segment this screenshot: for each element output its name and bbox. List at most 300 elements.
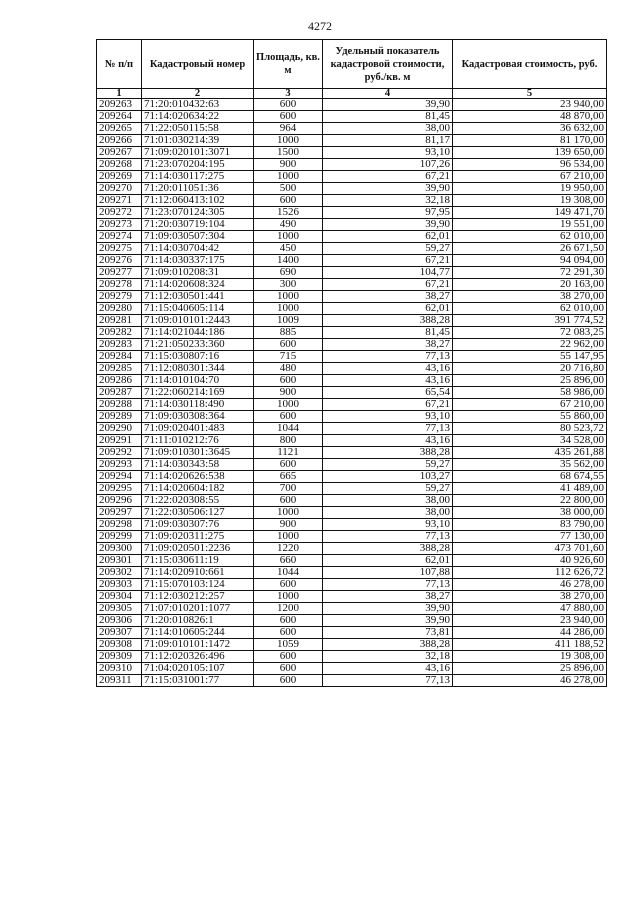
table-row <box>97 627 607 639</box>
unit-value: 107,26 <box>323 159 453 171</box>
cadastral-number: 71:14:030704:42 <box>142 243 254 255</box>
cadastral-number: 71:20:010826:1 <box>142 615 254 627</box>
area: 900 <box>254 519 323 531</box>
area: 600 <box>254 195 323 207</box>
unit-value: 93,10 <box>323 519 453 531</box>
row-index: 209308 <box>97 639 142 651</box>
table-row <box>97 591 607 603</box>
area: 600 <box>254 111 323 123</box>
cadastral-number: 71:09:030308:364 <box>142 411 254 423</box>
row-index: 209290 <box>97 423 142 435</box>
cadastral-value: 34 528,00 <box>453 435 607 447</box>
cadastral-number: 71:23:070124:305 <box>142 207 254 219</box>
row-index: 209278 <box>97 279 142 291</box>
unit-value: 62,01 <box>323 303 453 315</box>
cadastral-number: 71:04:020105:107 <box>142 663 254 675</box>
area: 964 <box>254 123 323 135</box>
area: 500 <box>254 183 323 195</box>
cadastral-number: 71:20:010432:63 <box>142 99 254 111</box>
area: 480 <box>254 363 323 375</box>
unit-value: 38,00 <box>323 123 453 135</box>
table-row <box>97 471 607 483</box>
cadastral-value: 96 534,00 <box>453 159 607 171</box>
cadastral-number: 71:21:050233:360 <box>142 339 254 351</box>
unit-value: 388,28 <box>323 315 453 327</box>
unit-value: 77,13 <box>323 675 453 687</box>
cadastral-number: 71:14:020910:661 <box>142 567 254 579</box>
unit-value: 388,28 <box>323 639 453 651</box>
row-index: 209304 <box>97 591 142 603</box>
unit-value: 77,13 <box>323 579 453 591</box>
cadastral-number: 71:07:010201:1077 <box>142 603 254 615</box>
cadastral-value: 41 489,00 <box>453 483 607 495</box>
area: 1009 <box>254 315 323 327</box>
row-index: 209296 <box>97 495 142 507</box>
table-header <box>97 40 607 99</box>
table-row <box>97 447 607 459</box>
unit-value: 38,00 <box>323 495 453 507</box>
cadastral-value: 473 701,60 <box>453 543 607 555</box>
area: 1000 <box>254 303 323 315</box>
header-cadastral-value: Кадастровая стоимость, руб. <box>453 40 607 89</box>
area: 1121 <box>254 447 323 459</box>
cadastral-number: 71:14:020604:182 <box>142 483 254 495</box>
cadastral-number: 71:15:040605:114 <box>142 303 254 315</box>
area: 300 <box>254 279 323 291</box>
cadastral-value: 25 896,00 <box>453 663 607 675</box>
unit-value: 104,77 <box>323 267 453 279</box>
unit-value: 388,28 <box>323 447 453 459</box>
cadastral-number: 71:14:020634:22 <box>142 111 254 123</box>
row-index: 209274 <box>97 231 142 243</box>
table-row <box>97 603 607 615</box>
table-row <box>97 291 607 303</box>
unit-value: 38,27 <box>323 291 453 303</box>
cadastral-value: 38 270,00 <box>453 591 607 603</box>
area: 450 <box>254 243 323 255</box>
unit-value: 43,16 <box>323 435 453 447</box>
cadastral-value: 47 880,00 <box>453 603 607 615</box>
area: 1059 <box>254 639 323 651</box>
unit-value: 32,18 <box>323 651 453 663</box>
unit-value: 67,21 <box>323 255 453 267</box>
area: 1044 <box>254 567 323 579</box>
area: 600 <box>254 99 323 111</box>
area: 600 <box>254 339 323 351</box>
cadastral-number: 71:14:030343:58 <box>142 459 254 471</box>
cadastral-number: 71:09:020501:2236 <box>142 543 254 555</box>
cadastral-number: 71:14:030118:490 <box>142 399 254 411</box>
unit-value: 62,01 <box>323 231 453 243</box>
cadastral-value: 411 188,52 <box>453 639 607 651</box>
cadastral-value: 62 010,00 <box>453 303 607 315</box>
table-row <box>97 675 607 687</box>
table-row <box>97 135 607 147</box>
table-row <box>97 147 607 159</box>
unit-value: 39,90 <box>323 99 453 111</box>
area: 660 <box>254 555 323 567</box>
cadastral-value: 83 790,00 <box>453 519 607 531</box>
unit-value: 39,90 <box>323 183 453 195</box>
unit-value: 67,21 <box>323 279 453 291</box>
header-area: Площадь, кв. м <box>254 40 323 89</box>
row-index: 209298 <box>97 519 142 531</box>
area: 600 <box>254 675 323 687</box>
cadastral-number: 71:11:010212:76 <box>142 435 254 447</box>
cadastral-value: 20 163,00 <box>453 279 607 291</box>
row-index: 209281 <box>97 315 142 327</box>
area: 1000 <box>254 507 323 519</box>
area: 600 <box>254 663 323 675</box>
cadastral-value: 19 308,00 <box>453 651 607 663</box>
table-row <box>97 435 607 447</box>
row-index: 209289 <box>97 411 142 423</box>
table-row <box>97 411 607 423</box>
cadastral-number: 71:09:010301:3645 <box>142 447 254 459</box>
area: 1500 <box>254 147 323 159</box>
row-index: 209270 <box>97 183 142 195</box>
unit-value: 32,18 <box>323 195 453 207</box>
cadastral-value: 72 291,30 <box>453 267 607 279</box>
cadastral-value: 19 308,00 <box>453 195 607 207</box>
cadastral-value: 44 286,00 <box>453 627 607 639</box>
table-row <box>97 387 607 399</box>
cadastral-number: 71:09:030307:76 <box>142 519 254 531</box>
cadastral-number: 71:15:070103:124 <box>142 579 254 591</box>
cadastral-number: 71:15:031001:77 <box>142 675 254 687</box>
cadastral-value-table <box>96 39 607 687</box>
table-row <box>97 459 607 471</box>
row-index: 209301 <box>97 555 142 567</box>
row-index: 209294 <box>97 471 142 483</box>
unit-value: 77,13 <box>323 423 453 435</box>
cadastral-value: 55 147,95 <box>453 351 607 363</box>
unit-value: 39,90 <box>323 219 453 231</box>
area: 600 <box>254 375 323 387</box>
table-row <box>97 279 607 291</box>
table-row <box>97 339 607 351</box>
row-index: 209275 <box>97 243 142 255</box>
row-index: 209277 <box>97 267 142 279</box>
area: 700 <box>254 483 323 495</box>
table-row <box>97 255 607 267</box>
cadastral-number: 71:22:060214:169 <box>142 387 254 399</box>
table-row <box>97 519 607 531</box>
cadastral-value: 67 210,00 <box>453 399 607 411</box>
area: 600 <box>254 411 323 423</box>
table-row <box>97 543 607 555</box>
cadastral-number: 71:22:030506:127 <box>142 507 254 519</box>
cadastral-number: 71:23:070204:195 <box>142 159 254 171</box>
row-index: 209302 <box>97 567 142 579</box>
table-row <box>97 663 607 675</box>
area: 600 <box>254 627 323 639</box>
cadastral-value: 22 800,00 <box>453 495 607 507</box>
table-row <box>97 483 607 495</box>
cadastral-number: 71:09:020101:3071 <box>142 147 254 159</box>
cadastral-value: 19 950,00 <box>453 183 607 195</box>
row-index: 209263 <box>97 99 142 111</box>
table-row <box>97 243 607 255</box>
row-index: 209291 <box>97 435 142 447</box>
unit-value: 81,45 <box>323 327 453 339</box>
cadastral-number: 71:14:010104:70 <box>142 375 254 387</box>
row-index: 209271 <box>97 195 142 207</box>
row-index: 209266 <box>97 135 142 147</box>
row-index: 209284 <box>97 351 142 363</box>
cadastral-number: 71:20:011051:36 <box>142 183 254 195</box>
cadastral-number: 71:12:030501:441 <box>142 291 254 303</box>
table-row <box>97 123 607 135</box>
table-row <box>97 375 607 387</box>
row-index: 209288 <box>97 399 142 411</box>
cadastral-value: 139 650,00 <box>453 147 607 159</box>
cadastral-number: 71:15:030611:19 <box>142 555 254 567</box>
cadastral-number: 71:12:060413:102 <box>142 195 254 207</box>
cadastral-value: 38 270,00 <box>453 291 607 303</box>
cadastral-value: 46 278,00 <box>453 675 607 687</box>
unit-value: 43,16 <box>323 663 453 675</box>
cadastral-number: 71:12:020326:496 <box>142 651 254 663</box>
table-row <box>97 231 607 243</box>
cadastral-number: 71:15:030807:16 <box>142 351 254 363</box>
cadastral-value: 80 523,72 <box>453 423 607 435</box>
cadastral-value: 391 774,52 <box>453 315 607 327</box>
table-row <box>97 423 607 435</box>
unit-value: 38,27 <box>323 339 453 351</box>
table-row <box>97 351 607 363</box>
row-index: 209310 <box>97 663 142 675</box>
unit-value: 107,88 <box>323 567 453 579</box>
cadastral-value: 62 010,00 <box>453 231 607 243</box>
cadastral-value: 40 926,60 <box>453 555 607 567</box>
table-row <box>97 315 607 327</box>
unit-value: 67,21 <box>323 399 453 411</box>
unit-value: 93,10 <box>323 147 453 159</box>
row-index: 209297 <box>97 507 142 519</box>
cadastral-number: 71:09:010208:31 <box>142 267 254 279</box>
cadastral-value: 435 261,88 <box>453 447 607 459</box>
unit-value: 43,16 <box>323 363 453 375</box>
unit-value: 81,45 <box>323 111 453 123</box>
cadastral-number: 71:14:020608:324 <box>142 279 254 291</box>
unit-value: 38,27 <box>323 591 453 603</box>
cadastral-number: 71:09:010101:2443 <box>142 315 254 327</box>
table-row <box>97 267 607 279</box>
cadastral-value: 112 626,72 <box>453 567 607 579</box>
column-number-row <box>97 89 607 99</box>
area: 1400 <box>254 255 323 267</box>
cadastral-value: 36 632,00 <box>453 123 607 135</box>
cadastral-value: 22 962,00 <box>453 339 607 351</box>
unit-value: 77,13 <box>323 531 453 543</box>
row-index: 209265 <box>97 123 142 135</box>
area: 600 <box>254 579 323 591</box>
area: 1526 <box>254 207 323 219</box>
table-row <box>97 195 607 207</box>
cadastral-value: 77 130,00 <box>453 531 607 543</box>
header-index: № п/п <box>97 40 142 89</box>
area: 1000 <box>254 231 323 243</box>
table-row <box>97 399 607 411</box>
table-row <box>97 507 607 519</box>
area: 1200 <box>254 603 323 615</box>
row-index: 209293 <box>97 459 142 471</box>
row-index: 209272 <box>97 207 142 219</box>
unit-value: 39,90 <box>323 615 453 627</box>
row-index: 209268 <box>97 159 142 171</box>
table-row <box>97 579 607 591</box>
table-row <box>97 651 607 663</box>
unit-value: 103,27 <box>323 471 453 483</box>
area: 1044 <box>254 423 323 435</box>
unit-value: 62,01 <box>323 555 453 567</box>
table-row <box>97 171 607 183</box>
cadastral-number: 71:12:080301:344 <box>142 363 254 375</box>
unit-value: 59,27 <box>323 459 453 471</box>
row-index: 209299 <box>97 531 142 543</box>
area: 1000 <box>254 135 323 147</box>
row-index: 209305 <box>97 603 142 615</box>
cadastral-value: 23 940,00 <box>453 615 607 627</box>
cadastral-number: 71:14:030337:175 <box>142 255 254 267</box>
row-index: 209279 <box>97 291 142 303</box>
row-index: 209303 <box>97 579 142 591</box>
area: 600 <box>254 651 323 663</box>
area: 600 <box>254 495 323 507</box>
table-row <box>97 111 607 123</box>
cadastral-number: 71:14:010605:244 <box>142 627 254 639</box>
unit-value: 38,00 <box>323 507 453 519</box>
area: 1000 <box>254 531 323 543</box>
cadastral-value: 94 094,00 <box>453 255 607 267</box>
cadastral-number: 71:22:050115:58 <box>142 123 254 135</box>
area: 1000 <box>254 399 323 411</box>
table-row <box>97 555 607 567</box>
unit-value: 59,27 <box>323 243 453 255</box>
table-row <box>97 363 607 375</box>
table-row <box>97 99 607 111</box>
unit-value: 43,16 <box>323 375 453 387</box>
row-index: 209306 <box>97 615 142 627</box>
cadastral-value: 20 716,80 <box>453 363 607 375</box>
cadastral-value: 25 896,00 <box>453 375 607 387</box>
unit-value: 388,28 <box>323 543 453 555</box>
column-number: 1 <box>97 89 142 99</box>
row-index: 209292 <box>97 447 142 459</box>
table-row <box>97 219 607 231</box>
cadastral-value: 46 278,00 <box>453 579 607 591</box>
table-body <box>97 99 607 687</box>
unit-value: 39,90 <box>323 603 453 615</box>
row-index: 209283 <box>97 339 142 351</box>
cadastral-value: 81 170,00 <box>453 135 607 147</box>
row-index: 209307 <box>97 627 142 639</box>
column-number: 2 <box>142 89 254 99</box>
table-row <box>97 639 607 651</box>
area: 665 <box>254 471 323 483</box>
area: 1000 <box>254 171 323 183</box>
row-index: 209267 <box>97 147 142 159</box>
header-unit-value: Удельный показатель кадастровой стоимости, руб./кв. м <box>323 40 453 89</box>
cadastral-value: 55 860,00 <box>453 411 607 423</box>
cadastral-number: 71:09:030507:304 <box>142 231 254 243</box>
cadastral-value: 67 210,00 <box>453 171 607 183</box>
table-row <box>97 183 607 195</box>
area: 800 <box>254 435 323 447</box>
area: 690 <box>254 267 323 279</box>
row-index: 209295 <box>97 483 142 495</box>
table-row <box>97 327 607 339</box>
cadastral-value: 72 083,25 <box>453 327 607 339</box>
area: 490 <box>254 219 323 231</box>
row-index: 209300 <box>97 543 142 555</box>
row-index: 209309 <box>97 651 142 663</box>
cadastral-value: 38 000,00 <box>453 507 607 519</box>
area: 600 <box>254 615 323 627</box>
header-cadastral-number: Кадастровый номер <box>142 40 254 89</box>
table-row <box>97 303 607 315</box>
cadastral-value: 58 986,00 <box>453 387 607 399</box>
cadastral-value: 68 674,55 <box>453 471 607 483</box>
page-number: 4272 <box>308 19 332 33</box>
area: 600 <box>254 459 323 471</box>
cadastral-number: 71:14:021044:186 <box>142 327 254 339</box>
area: 900 <box>254 387 323 399</box>
column-number: 4 <box>323 89 453 99</box>
unit-value: 73,81 <box>323 627 453 639</box>
area: 1000 <box>254 291 323 303</box>
area: 715 <box>254 351 323 363</box>
table-row <box>97 207 607 219</box>
area: 900 <box>254 159 323 171</box>
cadastral-number: 71:01:030214:39 <box>142 135 254 147</box>
cadastral-number: 71:14:030117:275 <box>142 171 254 183</box>
cadastral-number: 71:12:030212:257 <box>142 591 254 603</box>
table-row <box>97 531 607 543</box>
row-index: 209282 <box>97 327 142 339</box>
unit-value: 59,27 <box>323 483 453 495</box>
table-row <box>97 567 607 579</box>
cadastral-value: 48 870,00 <box>453 111 607 123</box>
column-number: 3 <box>254 89 323 99</box>
row-index: 209285 <box>97 363 142 375</box>
area: 885 <box>254 327 323 339</box>
area: 1000 <box>254 591 323 603</box>
unit-value: 77,13 <box>323 351 453 363</box>
unit-value: 67,21 <box>323 171 453 183</box>
row-index: 209264 <box>97 111 142 123</box>
cadastral-value: 149 471,70 <box>453 207 607 219</box>
cadastral-value: 19 551,00 <box>453 219 607 231</box>
unit-value: 81,17 <box>323 135 453 147</box>
cadastral-number: 71:09:010101:1472 <box>142 639 254 651</box>
table-row <box>97 615 607 627</box>
table-row <box>97 495 607 507</box>
cadastral-value: 23 940,00 <box>453 99 607 111</box>
cadastral-number: 71:22:020308:55 <box>142 495 254 507</box>
row-index: 209286 <box>97 375 142 387</box>
cadastral-number: 71:09:020311:275 <box>142 531 254 543</box>
table-row <box>97 159 607 171</box>
row-index: 209287 <box>97 387 142 399</box>
unit-value: 97,95 <box>323 207 453 219</box>
row-index: 209280 <box>97 303 142 315</box>
cadastral-value: 35 562,00 <box>453 459 607 471</box>
row-index: 209269 <box>97 171 142 183</box>
header-row <box>97 40 607 89</box>
unit-value: 65,54 <box>323 387 453 399</box>
